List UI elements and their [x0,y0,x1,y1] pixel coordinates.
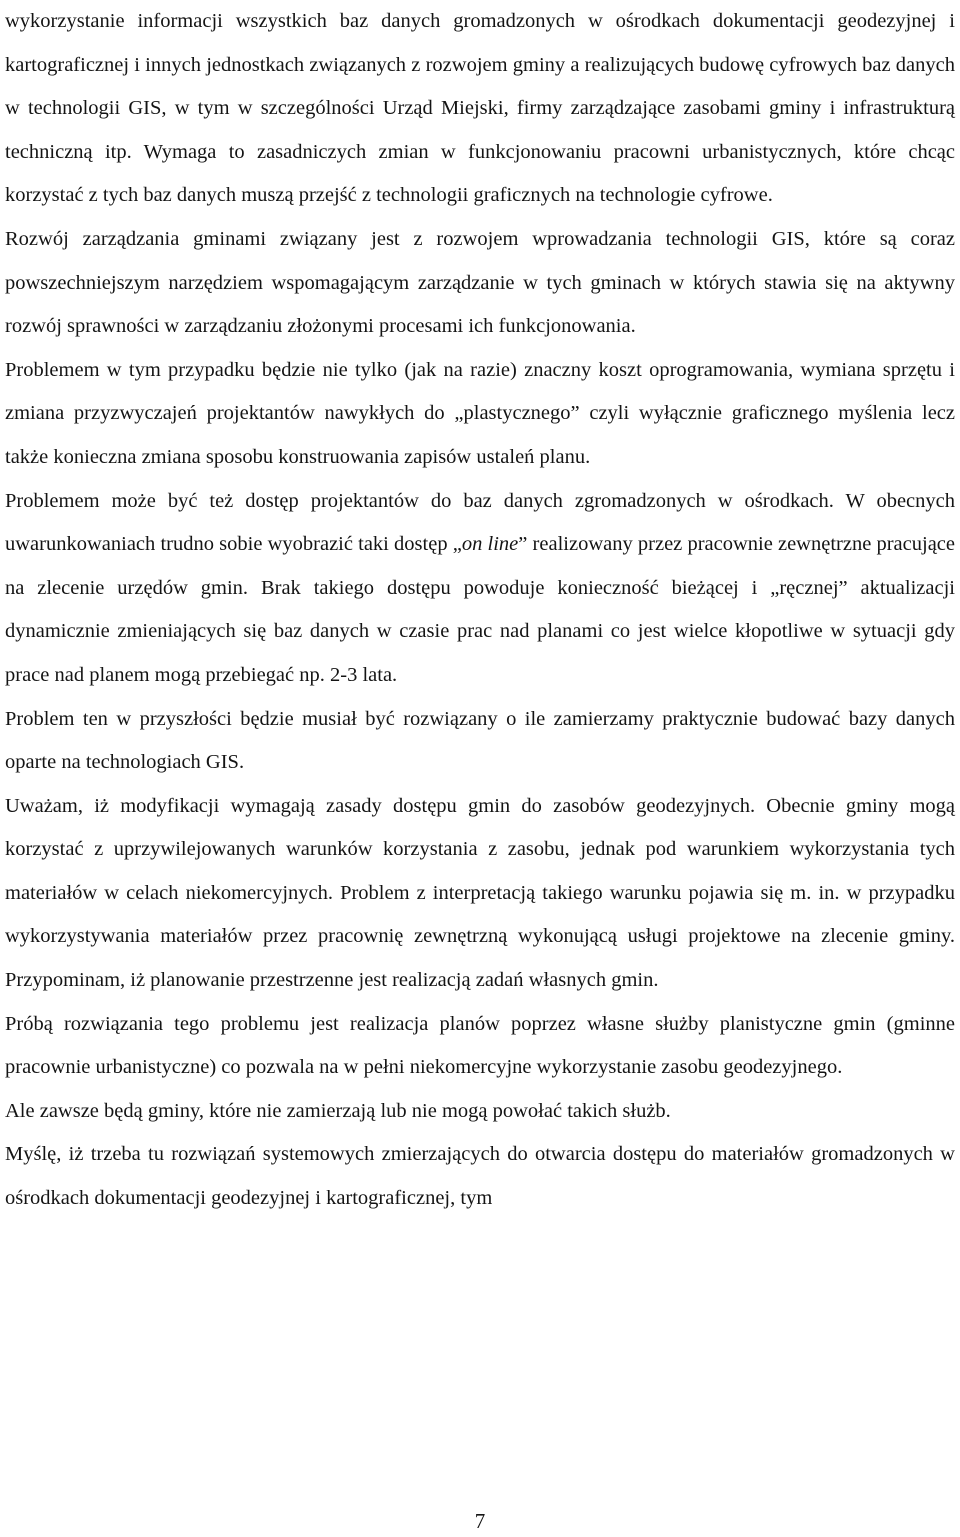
paragraph-software-costs: Problemem w tym przypadku będzie nie tylko (jak na razie) znaczny koszt oprogramowania, wymiana sprzętu i zmiana przyzwyczajeń projektantów nawykłych do „plastycznego” czyli wyłącznie graficznego myślenia lecz także konieczna zmiana sposobu konstruowania zapisów ustaleń planu. [5,358,955,468]
page-number: 7 [474,1509,486,1533]
paragraph-own-services: Próbą rozwiązania tego problemu jest realizacja planów poprzez własne służby planistyczne gmin (gminne pracownie urbanistyczne) co pozwala na w pełni niekomercyjne wykorzystanie zasobu geodezyjnego. [5,1012,955,1079]
paragraph-municipal-management: Rozwój zarządzania gminami związany jest z rozwojem wprowadzania technologii GIS, które są coraz powszechniejszym narzędziem wspomagającym zarządzanie w tych gminach w których stawia się na aktywny rozwój sprawności w zarządzaniu złożonymi procesami ich funkcjonowania. [5,227,955,338]
on-line-term: on line [461,533,519,556]
paragraph-access-rules: Uważam, iż modyfikacji wymagają zasady dostępu gmin do zasobów geodezyjnych. Obecnie gminy mogą korzystać z uprzywilejowanych warunków korzystania z zasobu, jednak pod warunkiem wykorzystania tych materiałów w celach niekomercyjnych. Problem z interpretacją takiego warunku pojawia się m. in. w przypadku wykorzystywania materiałów przez pracownię zewnętrzną wykonującą usługi projektowe na zlecenie gminy. Przypominam, iż planowanie przestrzenne jest realizacją zadań własnych gmin. [5,794,955,992]
paragraph-database-access-part-2: ” realizowany przez pracownie zewnętrzne pracujące na zlecenie urzędów gmin. Brak takiego dostępu powoduje konieczność bieżącej i „ręcznej” aktualizacji dynamicznie zmieniających się baz danych w czasie prac nad planami co jest wielce kłopotliwe w sytuacji gdy prace nad planem mogą przebiegać np. 2-3 lata. [5,533,955,686]
paragraph-no-services: Ale zawsze będą gminy, które nie zamierzają lub nie mogą powołać takich służb. [5,1099,671,1122]
paragraph-future-problem: Problem ten w przyszłości będzie musiał być rozwiązany o ile zamierzamy praktycznie budować bazy danych oparte na technologiach GIS. [5,707,955,774]
paragraph-systemic-solutions: Myślę, iż trzeba tu rozwiązań systemowych zmierzających do otwarcia dostępu do materiałów gromadzonych w ośrodkach dokumentacji geodezyjnej i kartograficznej, tym [5,1143,955,1210]
paragraph-database-access [5,480,955,698]
body-text [5,0,955,1221]
paragraph-gis-databases: wykorzystanie informacji wszystkich baz danych gromadzonych w ośrodkach dokumentacji geodezyjnej i kartograficznej i innych jednostkach związanych z rozwojem gminy a realizujących budowę cyfrowych baz danych w technologii GIS, w tym w szczególności Urząd Miejski, firmy zarządzające zasobami gminy i infrastrukturą techniczną itp. Wymaga to zasadniczych zmian w funkcjonowaniu pracowni urbanistycznych, które chcąc korzystać z tych baz danych muszą przejść z technologii graficznych na technologie cyfrowe. [5,10,955,207]
paragraph-database-access-part-1: Problemem może być też dostęp projektantów do baz danych zgromadzonych w ośrodkach. W obecnych uwarunkowaniach trudno sobie wyobrazić taki dostęp „ [5,489,955,556]
